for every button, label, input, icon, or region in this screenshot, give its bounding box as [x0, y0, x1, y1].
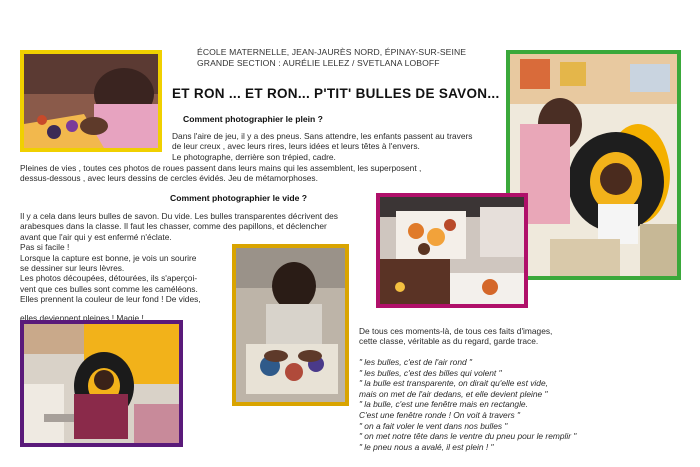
text-line: arabesques dans la classe. Il faut les chasser, comme des papillons, et déclencher [20, 221, 327, 232]
header-line-2: GRANDE SECTION : AURÉLIE LELEZ / SVETLANA LOBOFF [197, 58, 440, 68]
section-intro-text [359, 326, 552, 347]
text-line: Pas si facile ! [20, 242, 70, 253]
text-line: avant que l'air qui y est enfermé n'éclate. [20, 231, 172, 242]
school-header [197, 47, 466, 69]
quote-line: " les bulles, c'est de l'air rond " [359, 357, 472, 367]
header-line-1: ÉCOLE MATERNELLE, JEAN-JAURÈS NORD, ÉPINAY-SUR-SEINE [197, 47, 467, 57]
quote-line: " on met notre tête dans le ventre du pneu pour le remplir " [359, 431, 577, 442]
photo-child-drawing-top-left [20, 50, 162, 152]
text-line: dessus-dessous , avec leurs dessins de cercles évidés. Jeu de métamorphoses. [20, 173, 318, 184]
quote-line: " les bulles, c'est des billes qui volent " [359, 367, 502, 378]
section-vide-last-line: elles deviennent pleines ! Magie ! [20, 313, 144, 323]
photo-child-at-table-center [232, 244, 349, 406]
text-line: Lorsque la capture est bonne, je vois un sourire [20, 252, 197, 263]
quote-line: " la bulle est transparente, on dirait qu'elle est vide, [359, 378, 548, 389]
quote-line: C'est une fenêtre ronde ! On voit à travers " [359, 409, 520, 420]
quote-line: " le pneu nous a avalé, il est plein ! " [359, 441, 494, 452]
page-title: ET RON ... ET RON... P'TIT' BULLES DE SAVON... [172, 86, 500, 101]
section-plein-text-wide [20, 163, 421, 184]
text-line: Le photographe, derrière son trépied, cadre. [172, 151, 336, 162]
section-heading-vide: Comment photographier le vide ? [170, 193, 308, 203]
photo-child-with-tire-bottom-left [20, 320, 183, 447]
text-line: Il y a cela dans leurs bulles de savon. Du vide. Les bulles transparentes décrivent des [20, 211, 338, 221]
photo-hands-collage-middle [376, 193, 528, 308]
text-line: vent que ces bulles sont comme les caméléons. [20, 283, 198, 294]
text-line: de leur creux , avec leurs rires, leurs idées et leurs têtes à l'envers. [172, 141, 420, 152]
text-line: De tous ces moments-là, de tous ces faits d'images, [359, 326, 553, 336]
text-line: se dessiner sur leurs lèvres. [20, 263, 125, 274]
quote-line: " on a fait voler le vent dans nos bulles " [359, 420, 508, 431]
children-quotes [359, 357, 576, 452]
text-line: Les photos découpées, détourées, ils s'aperçoi- [20, 273, 198, 284]
photo-child-in-tire-right [506, 50, 681, 280]
text-line: Elles prennent la couleur de leur fond ! De vides, [20, 294, 201, 305]
quote-line: mais on met de l'air dedans, et elle devient pleine " [359, 388, 548, 399]
text-line: cette classe, véritable as du regard, garde trace. [359, 336, 539, 347]
text-line: Dans l'aire de jeu, il y a des pneus. Sans attendre, les enfants passent au travers [172, 131, 473, 141]
quote-line: " la bulle, c'est une fenêtre mais en rectangle. [359, 399, 528, 410]
text-line: Pleines de vies , toutes ces photos de roues passent dans leurs mains qui les assemblent, les superposent , [20, 163, 422, 173]
section-heading-plein: Comment photographier le plein ? [183, 114, 323, 124]
section-plein-text [172, 131, 472, 162]
